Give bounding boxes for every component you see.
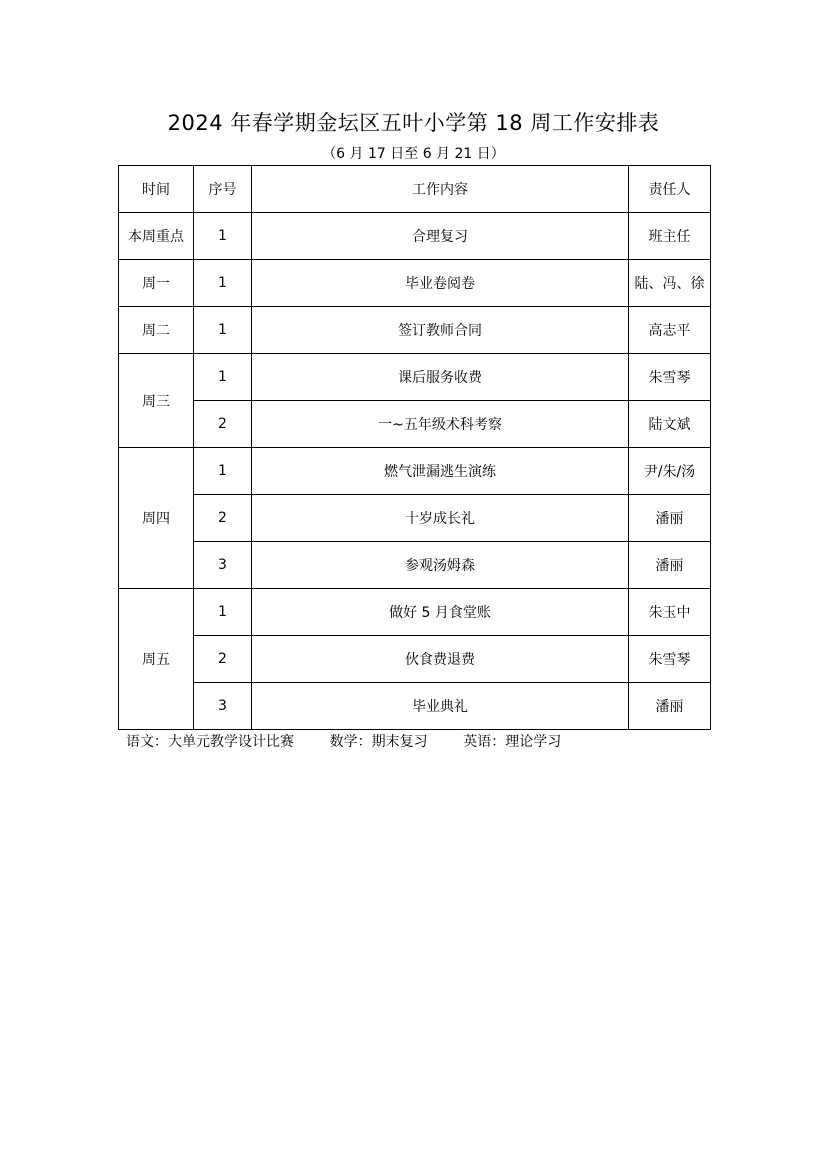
note-english: 英语：理论学习 bbox=[463, 734, 562, 750]
header-content: 工作内容 bbox=[252, 166, 629, 213]
content-cell: 毕业典礼 bbox=[252, 683, 629, 730]
content-cell: 做好 5 月食堂账 bbox=[252, 589, 629, 636]
owner-cell: 朱雪琴 bbox=[629, 354, 711, 401]
header-time: 时间 bbox=[119, 166, 194, 213]
header-number: 序号 bbox=[194, 166, 252, 213]
owner-cell: 尹/朱/汤 bbox=[629, 448, 711, 495]
content-cell: 燃气泄漏逃生演练 bbox=[252, 448, 629, 495]
header-owner: 责任人 bbox=[629, 166, 711, 213]
number-cell: 3 bbox=[194, 683, 252, 730]
owner-cell: 朱玉中 bbox=[629, 589, 711, 636]
owner-cell: 潘丽 bbox=[629, 542, 711, 589]
content-cell: 签订教师合同 bbox=[252, 307, 629, 354]
number-cell: 3 bbox=[194, 542, 252, 589]
table-body bbox=[119, 213, 711, 730]
number-cell: 1 bbox=[194, 354, 252, 401]
number-cell: 1 bbox=[194, 448, 252, 495]
owner-cell: 陆文斌 bbox=[629, 401, 711, 448]
owner-cell: 班主任 bbox=[629, 213, 711, 260]
day-cell: 周三 bbox=[119, 354, 194, 448]
content-cell: 一~五年级术科考察 bbox=[252, 401, 629, 448]
work-schedule-table bbox=[118, 165, 711, 730]
table-row bbox=[119, 307, 711, 354]
content-cell: 合理复习 bbox=[252, 213, 629, 260]
owner-cell: 陆、冯、徐 bbox=[629, 260, 711, 307]
date-range-subtitle: （6 月 17 日至 6 月 21 日） bbox=[322, 146, 505, 162]
content-cell: 伙食费退费 bbox=[252, 636, 629, 683]
day-cell: 周四 bbox=[119, 448, 194, 589]
table-header-row bbox=[119, 166, 711, 213]
owner-cell: 潘丽 bbox=[629, 683, 711, 730]
number-cell: 1 bbox=[194, 307, 252, 354]
number-cell: 1 bbox=[194, 213, 252, 260]
table-row bbox=[119, 589, 711, 636]
content-cell: 十岁成长礼 bbox=[252, 495, 629, 542]
number-cell: 2 bbox=[194, 636, 252, 683]
table-row bbox=[119, 542, 711, 589]
note-chinese: 语文：大单元教学设计比赛 bbox=[126, 734, 294, 750]
day-cell: 周二 bbox=[119, 307, 194, 354]
number-cell: 2 bbox=[194, 495, 252, 542]
number-cell: 1 bbox=[194, 260, 252, 307]
content-cell: 毕业卷阅卷 bbox=[252, 260, 629, 307]
day-cell: 本周重点 bbox=[119, 213, 194, 260]
page-title: 2024 年春学期金坛区五叶小学第 18 周工作安排表 bbox=[167, 111, 660, 135]
table-row bbox=[119, 636, 711, 683]
table-row bbox=[119, 683, 711, 730]
table-row bbox=[119, 495, 711, 542]
day-cell: 周一 bbox=[119, 260, 194, 307]
owner-cell: 潘丽 bbox=[629, 495, 711, 542]
table-row bbox=[119, 260, 711, 307]
number-cell: 2 bbox=[194, 401, 252, 448]
content-cell: 参观汤姆森 bbox=[252, 542, 629, 589]
day-cell: 周五 bbox=[119, 589, 194, 730]
table-row bbox=[119, 448, 711, 495]
note-math: 数学：期末复习 bbox=[329, 734, 428, 750]
subject-notes bbox=[126, 732, 561, 752]
table-row bbox=[119, 354, 711, 401]
owner-cell: 高志平 bbox=[629, 307, 711, 354]
table-row bbox=[119, 213, 711, 260]
number-cell: 1 bbox=[194, 589, 252, 636]
content-cell: 课后服务收费 bbox=[252, 354, 629, 401]
owner-cell: 朱雪琴 bbox=[629, 636, 711, 683]
table-row bbox=[119, 401, 711, 448]
